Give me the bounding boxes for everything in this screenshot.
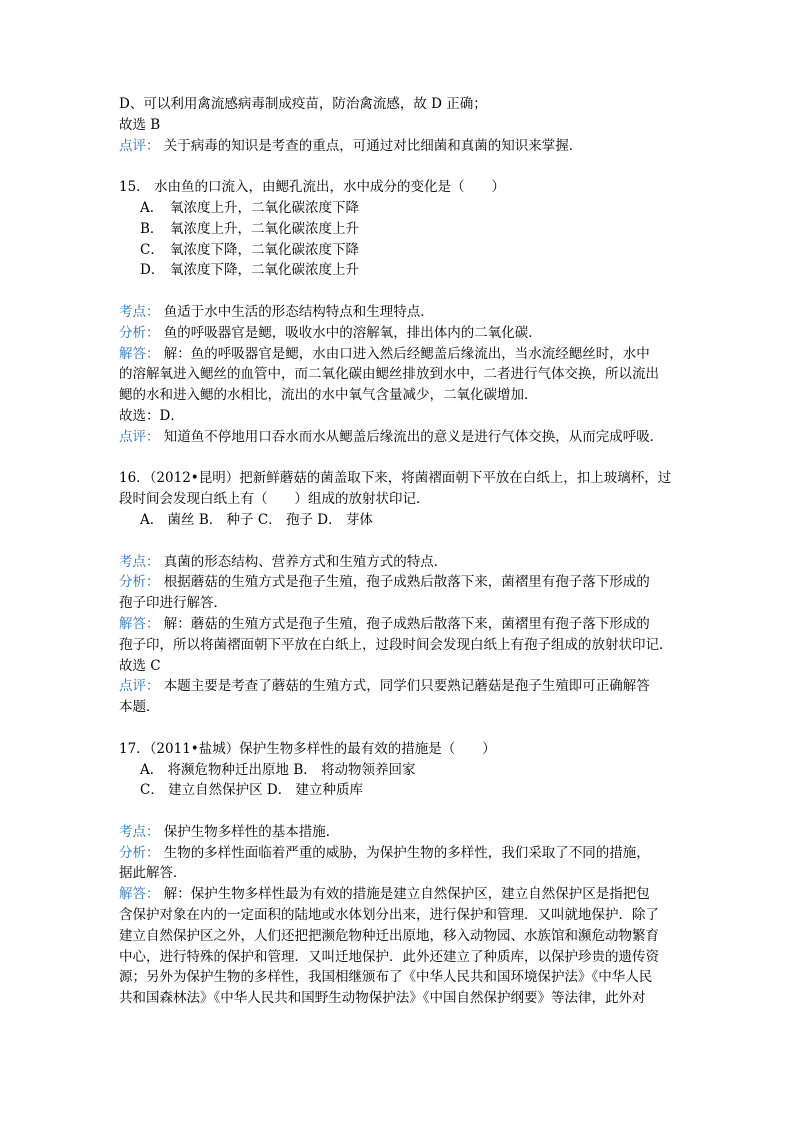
q16-jieda-2: 孢子印，所以将菌褶面朝下平放在白纸上，过段时间会发现白纸上有孢子组成的放射状印记．	[119, 636, 673, 653]
fenxi-label: 分析：	[119, 844, 160, 861]
jieda-label: 解答：	[119, 886, 160, 903]
kaodian-label: 考点：	[119, 823, 160, 840]
q15-dianping: 点评： 知道鱼不停地用口吞水而水从鳃盖后缘流出的意义是进行气体交换，从而完成呼吸．	[119, 428, 664, 445]
fenxi-label: 分析：	[119, 324, 160, 341]
document-page	[119, 94, 679, 1009]
q17-jieda-1: 解答： 解：保护生物多样性最为有效的措施是建立自然保护区，建立自然保护区是指把包	[119, 886, 650, 903]
kaodian-label: 考点：	[119, 303, 160, 320]
prev-answer-choice: 故选 B	[119, 116, 161, 133]
jieda-label: 解答：	[119, 345, 160, 362]
q17-options-1: A． 将濒危物种迁出原地 B． 将动物领养回家	[140, 761, 416, 778]
q15-stem: 15． 水由鱼的口流入，由鳃孔流出，水中成分的变化是（ ）	[119, 179, 505, 196]
q15-option-b: B． 氧浓度上升，二氧化碳浓度上升	[140, 220, 359, 237]
review-text: 关于病毒的知识是考查的重点，可通过对比细菌和真菌的知识来掌握．	[163, 137, 583, 154]
q16-options: A． 菌丝 B． 种子 C． 孢子 D． 芽体	[140, 511, 373, 528]
q17-stem: 17．（2011•盐城）保护生物多样性的最有效的措施是（ ）	[119, 740, 496, 757]
q16-stem-2: 段时间会发现白纸上有（ ）组成的放射状印记．	[119, 491, 430, 508]
q16-kaodian: 考点： 真菌的形态结构、营养方式和生殖方式的特点．	[119, 553, 448, 570]
q17-kaodian: 考点： 保护生物多样性的基本措施．	[119, 823, 340, 840]
q15-option-d: D． 氧浓度下降，二氧化碳浓度上升	[140, 262, 359, 279]
fenxi-label: 分析：	[119, 574, 160, 591]
q16-stem-1: 16．（2012•昆明）把新鲜蘑菇的菌盖取下来，将菌褶面朝下平放在白纸上，扣上玻璃杯，过	[119, 470, 672, 487]
q17-jieda-2: 含保护对象在内的一定面积的陆地或水体划分出来，进行保护和管理．又叫就地保护．除了	[119, 907, 659, 924]
q16-dianping-1: 点评： 本题主要是考查了蘑菇的生殖方式，同学们只要熟记蘑菇是孢子生殖即可正确解答	[119, 678, 650, 695]
q16-fenxi-2: 孢子印进行解答．	[119, 595, 227, 612]
q17-fenxi-1: 分析： 生物的多样性面临着严重的威胁，为保护生物的多样性，我们采取了不同的措施，	[119, 844, 650, 861]
prev-option-d-explanation: D、可以利用禽流感病毒制成疫苗，防治禽流感，故 D 正确；	[119, 96, 487, 112]
q17-jieda-3: 建立自然保护区之外，人们还把把濒危物种迁出原地，移入动物园、水族馆和濒危动物繁育	[119, 927, 659, 944]
q17-jieda-5: 源；另外为保护生物的多样性，我国相继颁布了《中华人民共和国环境保护法》《中华人民	[119, 969, 653, 986]
q15-jieda-2: 的溶解氧进入鳃丝的血管中，而二氧化碳由鳃丝排放到水中，二者进行气体交换，所以流出	[119, 366, 659, 383]
q15-answer-choice: 故选：D．	[119, 407, 184, 424]
dianping-label: 点评：	[119, 678, 160, 695]
prev-review	[119, 136, 679, 157]
q16-jieda-1: 解答： 解：蘑菇的生殖方式是孢子生殖，孢子成熟后散落下来，菌褶里有孢子落下形成的	[119, 615, 650, 632]
q16-dianping-2: 本题．	[119, 699, 160, 716]
q15-kaodian: 考点： 鱼适于水中生活的形态结构特点和生理特点．	[119, 303, 434, 320]
kaodian-label: 考点：	[119, 553, 160, 570]
dianping-label: 点评：	[119, 428, 160, 445]
q15-jieda-1: 解答： 解：鱼的呼吸器官是鳃，水由口进入然后经鳃盖后缘流出，当水流经鳃丝时，水中	[119, 345, 650, 362]
review-label: 点评：	[119, 137, 160, 154]
q15-option-a: A． 氧浓度上升，二氧化碳浓度下降	[140, 199, 359, 216]
q15-option-c: C． 氧浓度下降，二氧化碳浓度下降	[140, 241, 359, 258]
q15-jieda-3: 鳃的水和进入鳃的水相比，流出的水中氧气含量减少，二氧化碳增加．	[119, 387, 538, 404]
q17-options-2: C． 建立自然保护区 D． 建立种质库	[140, 782, 364, 799]
q16-answer-choice: 故选 C	[119, 657, 161, 674]
q17-jieda-6: 共和国森林法》《中华人民共和国野生动物保护法》《中国自然保护纲要》等法律，此外对	[119, 990, 646, 1007]
q16-fenxi-1: 分析： 根据蘑菇的生殖方式是孢子生殖，孢子成熟后散落下来，菌褶里有孢子落下形成的	[119, 574, 650, 591]
q15-fenxi: 分析： 鱼的呼吸器官是鳃，吸收水中的溶解氧，排出体内的二氧化碳．	[119, 324, 542, 341]
jieda-label: 解答：	[119, 615, 160, 632]
q17-fenxi-2: 据此解答．	[119, 865, 187, 882]
q17-jieda-4: 中心，进行特殊的保护和管理．又叫迁地保护．此外还建立了种质库，以保护珍贵的遗传资	[119, 948, 659, 965]
